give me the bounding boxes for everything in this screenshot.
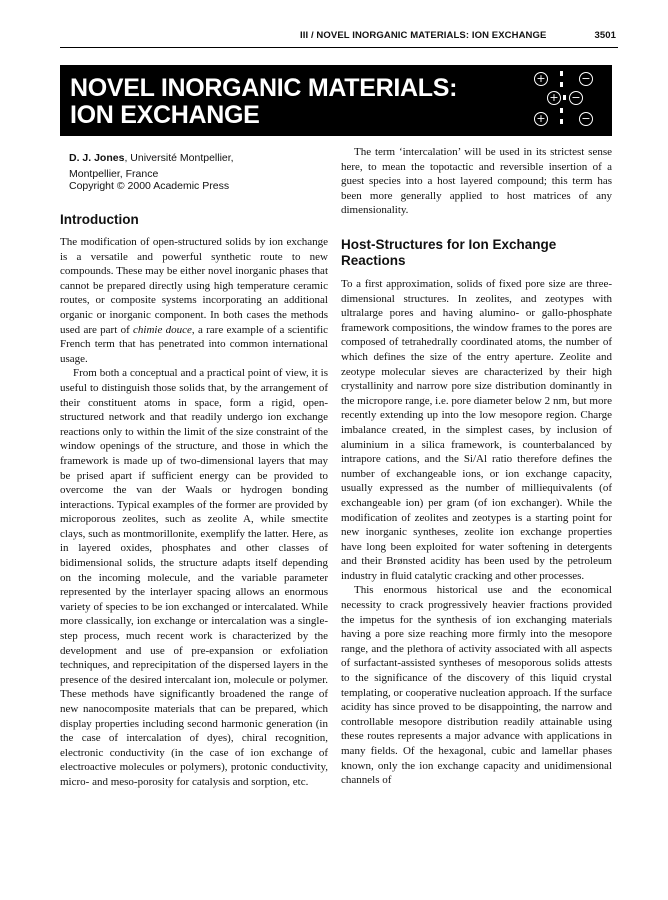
separator-dash xyxy=(560,82,563,87)
author-location: Montpellier, France xyxy=(69,168,159,180)
minus-ion-icon: − xyxy=(579,112,593,126)
right-column-intro xyxy=(341,145,612,218)
title-banner xyxy=(60,65,612,136)
host-structures-heading: Host-Structures for Ion Exchange Reactions xyxy=(341,237,557,268)
author-name: D. J. Jones xyxy=(69,152,125,164)
author-line: D. J. Jones, Université Montpellier, xyxy=(69,152,234,164)
left-column xyxy=(60,235,328,790)
separator-dash xyxy=(560,108,563,113)
running-header-title: III / NOVEL INORGANIC MATERIALS: ION EXCHANGE xyxy=(300,30,547,41)
minus-ion-icon: − xyxy=(569,91,583,105)
page-number: 3501 xyxy=(594,30,616,41)
separator-dash xyxy=(563,95,566,100)
separator-dash xyxy=(560,71,563,76)
intercalation-definition-paragraph: The term ‘intercalation’ will be used in its strictest sense here, to mean the topotactic and reversible insertion of a guest species into a host layered compound; this term has been more generally applied to host matrices of any dimensionality. xyxy=(341,146,612,217)
right-column xyxy=(341,277,612,788)
minus-ion-icon: − xyxy=(579,72,593,86)
article-title-line-1: NOVEL INORGANIC MATERIALS: xyxy=(70,74,458,102)
host-paragraph-1: To a first approximation, solids of fixed pore size are three-dimensional structures. In zeolites, and zeotypes with ultralarge pores and having alumino- or gallo-phosphate framework compositions, the window frames to the pores are composed of tetrahedrally coordinated atoms, the number of which defines the size of the entry aperture. Zeolite and zeotype molecular sieves are characterized by their high crystallinity and narrow pore size distribution dominantly in the micropore range, i.e. pore diameter below 2 nm, but more recently extending up into the low mesopore region. Charge imbalance created, in the simplest cases, by inclusion of aluminium in a silica framework, is counterbalanced by intrapore cations, and the Si/Al ratio therefore defines the number of exchangeable ions, or ion exchange capacity, usually expressed as the number of milliequivalents (of exchangeable ion) per gram (of ion exchanger). While the modification of zeolites and zeotypes is a starting point for new inorganic syntheses, zeolite ion exchange properties have long been exploited for water softening in detergents and their Brønsted acidity has been used by the petroleum industry in fluid catalytic cracking and other processes. xyxy=(341,278,612,582)
running-header xyxy=(300,30,616,44)
article-title-line-2: ION EXCHANGE xyxy=(70,101,260,129)
introduction-heading: Introduction xyxy=(60,212,139,227)
intro-paragraph-1: The modification of open-structured solids by ion exchange is a versatile and powerful synthetic route to new compounds. These may be either novel inorganic phases that cannot be prepared directly using high temperature ceramic routes, or composite systems incorporating an additional organic or inorganic component. In both cases the methods used are part of chimie douce, a rare example of a scientific French term that has penetrated into common international usage. xyxy=(60,236,329,365)
author-affiliation: Université Montpellier, xyxy=(130,152,234,164)
author-block xyxy=(69,150,234,182)
copyright-notice: Copyright © 2000 Academic Press xyxy=(69,180,230,192)
intro-paragraph-2: From both a conceptual and a practical point of view, it is useful to distinguish those solids that, by the arrangement of their constituent atoms in space, form a rigid, open-structured network and that readily undergo ion exchange reactions only to within the limit of the size constraint of the window openings of the structure, and those in which the framework is made up of two-dimensional layers that may be prised apart if sufficient energy can be provided to overcome the van der Waals or hydrogen bonding interactions. Typical examples of the former are provided by microporous zeolites, such as zeolite A, while smectite clays, such as montmorillonite, exemplify the latter. Here, as in layered oxides, phosphates and other classes of bidimensional solids, the structure adapts itself depending on the incoming molecule, and the variable parameter represented by the interlayer spacing allows an enormous variety of species to be ion exchanged or intercalated. While more classically, ion exchange or intercalation was a single-step process, much recent work is characterized by the development and use of pre-expansion or exfoliation techniques, and reprecipitation of the dispersed layers in the presence of the desired intercalant ion, molecule or polymer. These methods have significantly broadened the range of new nanocomposite materials that can be prepared, which display properties including second harmonic generation (in the case of intercalation of dyes), chiral recognition, electronic conductivity (in the case of ion exchange of electroactive molecules or polymers), protonic conductivity, micro- and meso-porosity for catalysis and sorption, etc. xyxy=(60,367,328,788)
separator-dash xyxy=(560,119,563,124)
article-title xyxy=(70,75,457,129)
host-paragraph-2: This enormous historical use and the economical necessity to crack progressively heavier fractions provided the impetus for the synthesis of ion exchanging materials having a pore size reaching more firmly into the mesopore range, and the plethora of activity associated with all aspects of surfactant-assisted syntheses of mesoporous solids attests to the significance of the discovery of this liquid crystal templating, or cooperative nucleation approach. If the surface acidity has since proved to be disappointing, the narrow and controllable mesopore distribution readily attainable using these routes represents a major advance with applications in many fields. Of the hexagonal, cubic and lamellar phases known, only the ion exchange capacity and unidimensional channels of xyxy=(341,584,612,787)
chimie-douce-term: chimie douce xyxy=(133,323,192,336)
header-rule xyxy=(60,47,618,48)
plus-ion-icon: + xyxy=(534,112,548,126)
plus-ion-icon: + xyxy=(547,91,561,105)
plus-ion-icon: + xyxy=(534,72,548,86)
